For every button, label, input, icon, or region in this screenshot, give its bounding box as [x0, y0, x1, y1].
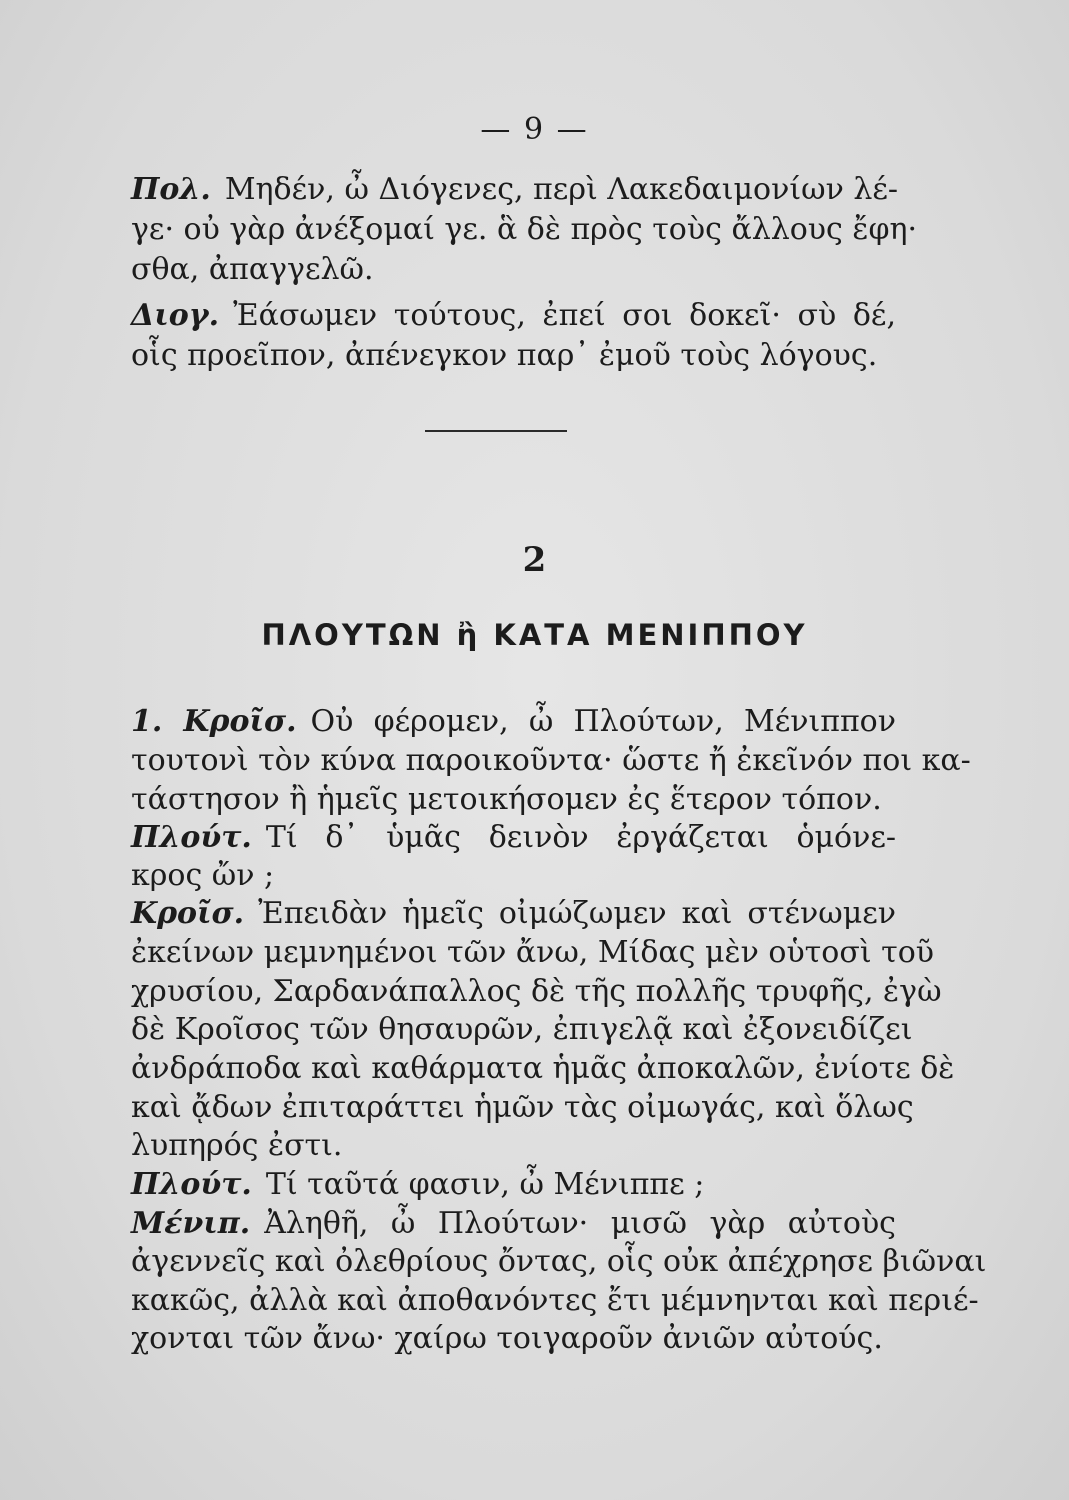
text-line — [131, 170, 899, 210]
text-line — [131, 1010, 913, 1050]
line-text: κακῶς, ἀλλὰ καὶ ἀποθανόντες ἔτι μέμνηνται καὶ περιέ- — [131, 1283, 979, 1318]
line-text: σθα, ἀπαγγελῶ. — [131, 252, 374, 287]
section-divider — [425, 430, 567, 432]
text-line — [131, 741, 971, 781]
line-text: καὶ ᾄδων ἐπιταράττει ἡμῶν τὰς οἰμωγάς, καὶ ὅλως — [131, 1090, 914, 1125]
text-line — [131, 780, 896, 820]
text-line — [131, 296, 896, 336]
section-title: ΠΛΟΥΤΩΝ ἢ ΚΑΤΑ ΜΕΝΙΠΠΟΥ — [261, 618, 808, 652]
line-text: τάστησον ἢ ἡμεῖς μετοικήσομεν ἐς ἕτερον τόπον. — [131, 782, 882, 817]
line-text: ἀνδράποδα καὶ καθάρματα ἡμᾶς ἀποκαλῶν, ἐνίοτε δὲ — [131, 1051, 955, 1086]
line-text: Ἐπειδὰν ἡμεῖς οἰμώζωμεν καὶ στένωμεν — [258, 896, 896, 931]
line-text: χρυσίου, Σαρδανάπαλλος δὲ τῆς πολλῆς τρυφῆς, ἐγὼ — [131, 974, 942, 1009]
text-line — [131, 1319, 896, 1359]
text-line — [131, 1049, 955, 1089]
speaker-label: Πλούτ. — [131, 820, 252, 855]
text-line — [131, 1126, 896, 1166]
text-line — [131, 1088, 914, 1128]
line-text: κρος ὤν ; — [131, 858, 275, 893]
line-text: οἷς προεῖπον, ἀπένεγκον παρ᾽ ἐμοῦ τοὺς λόγους. — [131, 338, 878, 373]
text-line — [131, 972, 942, 1012]
line-text: Ἐάσωμεν τούτους, ἐπεί σοι δοκεῖ· σὺ δέ, — [233, 298, 896, 333]
line-text: ἐκείνων μεμνημένοι τῶν ἄνω, Μίδας μὲν οὑτοσὶ τοῦ — [131, 935, 935, 970]
section-number: 2 — [522, 540, 547, 580]
line-text: Τί ταῦτά φασιν, ὦ Μένιππε ; — [265, 1167, 705, 1202]
line-text: Ἀληθῆ, ὦ Πλούτων· μισῶ γὰρ αὐτοὺς — [264, 1206, 896, 1241]
text-line — [131, 250, 896, 290]
speaker-label: Κροῖσ. — [131, 896, 245, 931]
line-text: Οὐ φέρομεν, ὦ Πλούτων, Μένιππον — [310, 704, 896, 739]
line-text: Μηδέν, ὦ Διόγενες, περὶ Λακεδαιμονίων λέ- — [224, 172, 899, 207]
line-text: λυπηρός ἐστι. — [131, 1128, 343, 1163]
text-line — [131, 1204, 896, 1244]
line-text: δὲ Κροῖσος τῶν θησαυρῶν, ἐπιγελᾷ καὶ ἐξονειδίζει — [131, 1012, 913, 1047]
line-text: γε· οὐ γὰρ ἀνέξομαί γε. ἃ δὲ πρὸς τοὺς ἄλλους ἔφη· — [131, 212, 917, 247]
text-line — [131, 1242, 987, 1282]
text-line — [131, 894, 896, 934]
line-text: ἀγεννεῖς καὶ ὀλεθρίους ὄντας, οἷς οὐκ ἀπέχρησε βιῶναι — [131, 1244, 987, 1279]
text-line — [131, 933, 935, 973]
text-line — [131, 818, 896, 858]
line-text: χονται τῶν ἄνω· χαίρω τοιγαροῦν ἀνιῶν αὐτούς. — [131, 1321, 883, 1356]
text-line — [131, 856, 896, 896]
text-line — [131, 336, 896, 376]
text-line — [131, 210, 917, 250]
text-line — [131, 1165, 896, 1205]
speaker-label: Πολ. — [131, 172, 211, 207]
text-line — [131, 1281, 979, 1321]
speaker-label: Διογ. — [131, 298, 220, 333]
page-number: — 9 — — [480, 112, 589, 147]
line-text: Τί δ᾽ ὑμᾶς δεινὸν ἐργάζεται ὁμόνε- — [265, 820, 896, 855]
speaker-label: Πλούτ. — [131, 1167, 252, 1202]
line-text: τουτονὶ τὸν κύνα παροικοῦντα· ὥστε ἤ ἐκεῖνόν ποι κα- — [131, 743, 971, 778]
speaker-label: 1. Κροῖσ. — [131, 704, 297, 739]
speaker-label: Μένιπ. — [131, 1206, 251, 1241]
text-line — [131, 702, 896, 742]
